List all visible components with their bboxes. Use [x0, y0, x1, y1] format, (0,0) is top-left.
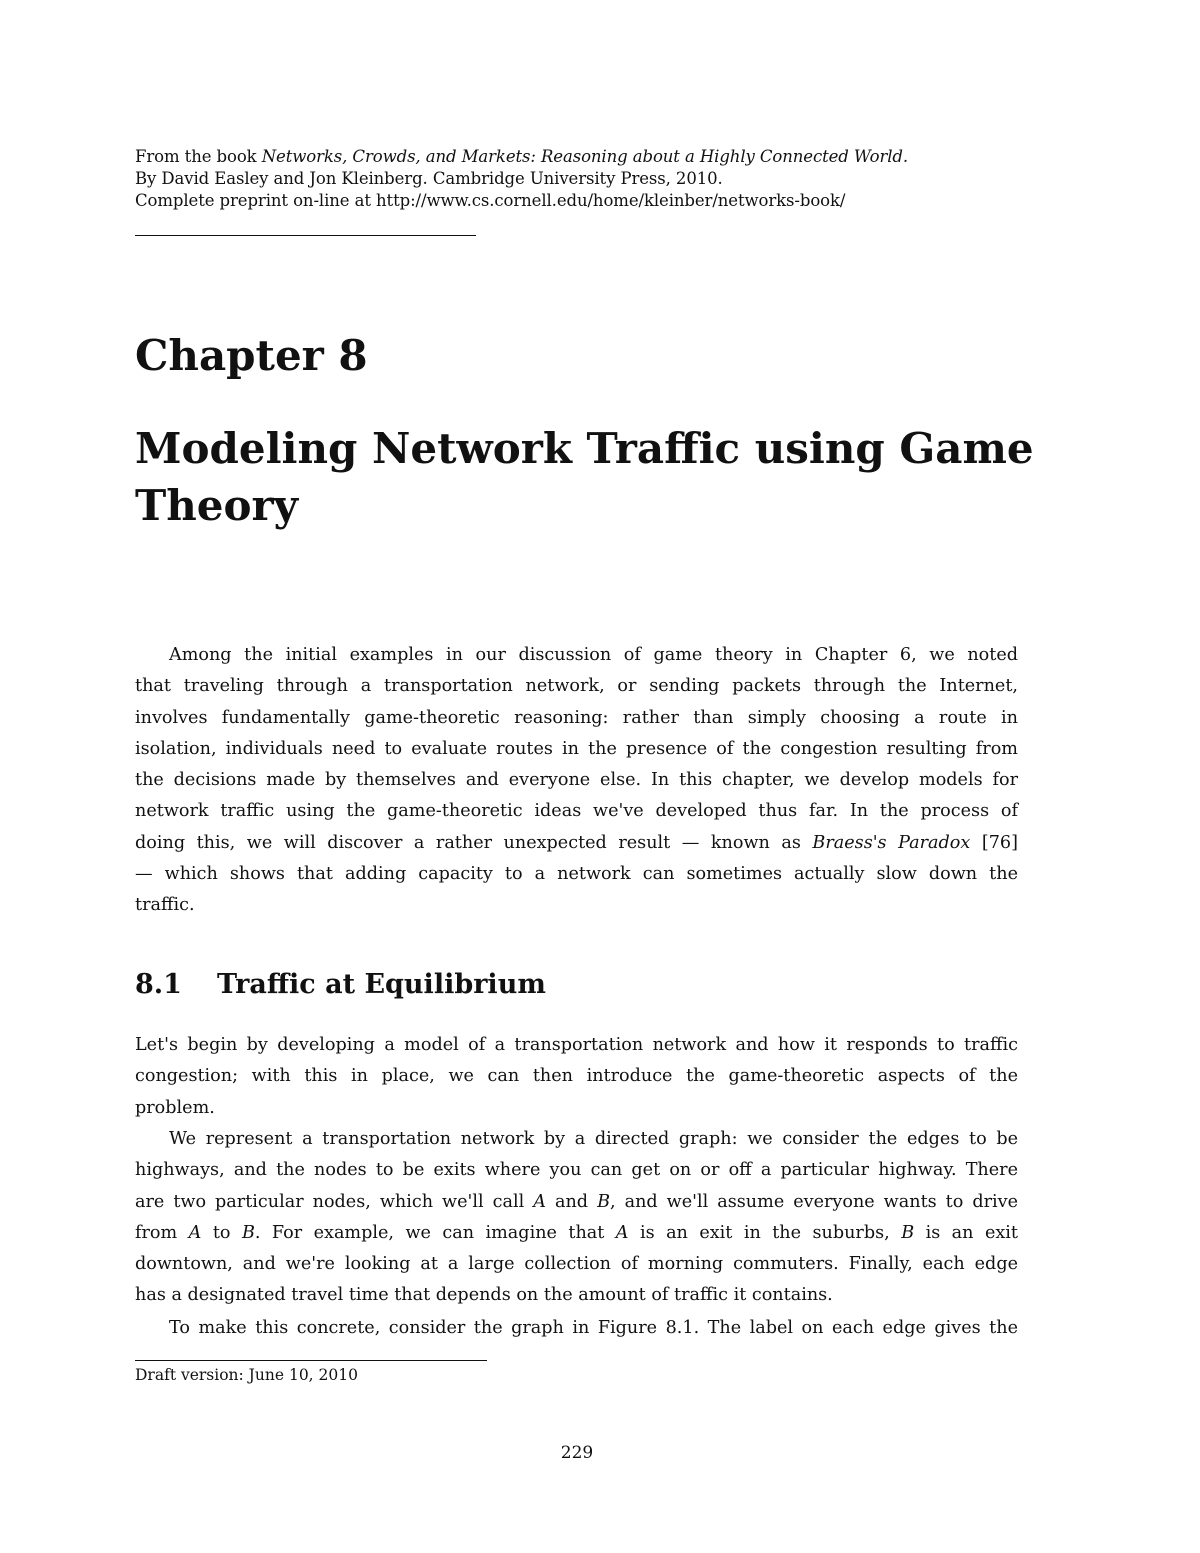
chapter-label: Chapter 8 [135, 331, 368, 380]
footnote-rule [135, 1360, 487, 1361]
source-note-line-3: Complete preprint on-line at http://www.cs.cornell.edu/home/kleinber/networks-book/ [135, 191, 846, 210]
intro-line: the decisions made by themselves and everyone else. In this chapter, we develop models for [135, 770, 1018, 791]
intro-paragraph [135, 640, 1018, 922]
node-b-symbol: B [901, 1222, 915, 1243]
paragraph-directed-graph [135, 1124, 1018, 1312]
chapter-title-line-2: Theory [135, 481, 299, 530]
intro-line: doing this, we will discover a rather unexpected result — known as Braess's Paradox [76] [135, 832, 1018, 853]
source-note-line-2: By David Easley and Jon Kleinberg. Cambridge University Press, 2010. [135, 169, 723, 188]
section-heading [135, 966, 546, 1004]
paragraph-line: has a designated travel time that depends on the amount of traffic it contains. [135, 1285, 833, 1306]
intro-line: that traveling through a transportation network, or sending packets through the Internet, [135, 676, 1018, 697]
citation-76: [76] [970, 832, 1018, 853]
braess-paradox-term: Braess's Paradox [812, 832, 971, 853]
intro-line: involves fundamentally game-theoretic reasoning: rather than simply choosing a route in [135, 707, 1018, 728]
intro-line: — which shows that adding capacity to a network can sometimes actually slow down the [135, 864, 1018, 885]
node-a-symbol: A [615, 1222, 629, 1243]
node-b-symbol: B [241, 1222, 255, 1243]
intro-line: Among the initial examples in our discussion of game theory in Chapter 6, we noted [169, 645, 1018, 665]
node-a-symbol: A [188, 1222, 202, 1243]
paragraph-line: are two particular nodes, which we'll call A and B, and we'll assume everyone wants to drive [135, 1191, 1018, 1212]
intro-line: network traffic using the game-theoretic ideas we've developed thus far. In the process of [135, 801, 1018, 822]
section-number: 8.1 [135, 969, 182, 1000]
intro-line: traffic. [135, 895, 195, 916]
paragraph-line: problem. [135, 1097, 215, 1118]
intro-line: isolation, individuals need to evaluate routes in the presence of the congestion resulting from [135, 738, 1018, 759]
chapter-title [135, 420, 1035, 534]
footnote-draft-version: Draft version: June 10, 2010 [135, 1366, 358, 1384]
source-note-line-1: From the book Networks, Crowds, and Markets: Reasoning about a Highly Connected World. [135, 147, 909, 166]
paragraph-line: Let's begin by developing a model of a transportation network and how it responds to traffic [135, 1035, 1018, 1055]
book-title: Networks, Crowds, and Markets: Reasoning about a Highly Connected World. [261, 147, 909, 166]
paragraph-line: highways, and the nodes to be exits where you can get on or off a particular highway. There [135, 1160, 1018, 1181]
paragraph-line: downtown, and we're looking at a large collection of morning commuters. Finally, each edge [135, 1254, 1018, 1275]
paragraph-line: from A to B. For example, we can imagine that A is an exit in the suburbs, B is an exit [135, 1222, 1018, 1243]
source-note [135, 146, 1035, 212]
paragraph-line: We represent a transportation network by a directed graph: we consider the edges to be [169, 1129, 1018, 1149]
paragraph-figure-reference [135, 1313, 1018, 1344]
node-b-symbol: B [597, 1191, 610, 1212]
paragraph-model-intro [135, 1030, 1018, 1124]
header-rule [135, 235, 476, 236]
paragraph-line: To make this concrete, consider the graph in Figure 8.1. The label on each edge gives the [169, 1318, 1018, 1338]
page-number: 229 [560, 1443, 594, 1463]
chapter-title-line-1: Modeling Network Traffic using Game [135, 424, 1034, 473]
paragraph-line: congestion; with this in place, we can then introduce the game-theoretic aspects of the [135, 1066, 1018, 1087]
section-title: Traffic at Equilibrium [217, 969, 546, 1000]
node-a-symbol: A [533, 1191, 546, 1212]
